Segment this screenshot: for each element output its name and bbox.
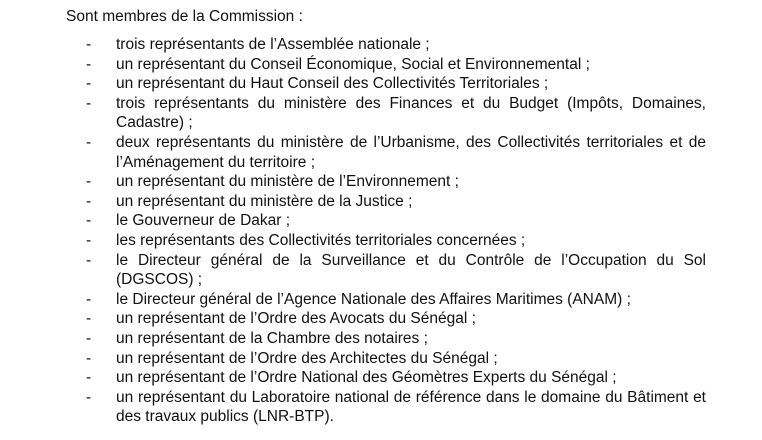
list-dash: -	[86, 55, 92, 73]
list-dash: -	[86, 231, 92, 249]
list-item	[86, 55, 706, 75]
list-item-text: un représentant du ministère de l’Environnement ;	[116, 173, 459, 191]
list-item-text: le Gouverneur de Dakar ;	[116, 212, 291, 230]
list-item	[86, 251, 706, 290]
list-item	[86, 309, 706, 329]
list-dash: -	[86, 94, 92, 112]
list-item-text: un représentant du Laboratoire national de référence dans le domaine du Bâtiment et des travaux publics (LNR-BTP).	[116, 388, 706, 426]
list-item	[86, 133, 706, 172]
list-item-text: le Directeur général de l’Agence Nationale des Affaires Maritimes (ANAM) ;	[116, 290, 631, 308]
list-item-text: un représentant de l’Ordre des Avocats du Sénégal ;	[116, 310, 476, 328]
list-dash: -	[86, 173, 92, 191]
list-dash: -	[86, 369, 92, 387]
list-item	[86, 290, 706, 310]
list-item	[86, 231, 706, 251]
list-dash: -	[86, 388, 92, 406]
list-item-text: le Directeur général de la Surveillance et du Contrôle de l’Occupation du Sol (DGSCOS) ;	[116, 251, 706, 289]
list-item	[86, 35, 706, 55]
list-item	[86, 172, 706, 192]
list-dash: -	[86, 36, 92, 53]
list-dash: -	[86, 212, 92, 230]
list-item-text: deux représentants du ministère de l’Urbanisme, des Collectivités territoriales et de l’Aménagement du territoire ;	[116, 133, 706, 171]
list-dash: -	[86, 251, 92, 269]
list-item	[86, 74, 706, 94]
list-dash: -	[86, 349, 92, 367]
list-item-text: trois représentants de l’Assemblée nationale ;	[116, 36, 430, 53]
commission-intro: Sont membres de la Commission :	[66, 8, 303, 25]
list-item-text: les représentants des Collectivités territoriales concernées ;	[116, 231, 526, 249]
list-item	[86, 368, 706, 388]
list-item-text: un représentant de l’Ordre National des Géomètres Experts du Sénégal ;	[116, 369, 617, 387]
list-item-text: un représentant de l’Ordre des Architectes du Sénégal ;	[116, 349, 498, 367]
list-item	[86, 192, 706, 212]
list-item	[86, 94, 706, 133]
members-list	[86, 35, 706, 427]
list-dash: -	[86, 290, 92, 308]
list-dash: -	[86, 310, 92, 328]
list-dash: -	[86, 75, 92, 93]
list-item-text: trois représentants du ministère des Finances et du Budget (Impôts, Domaines, Cadastre) ;	[116, 94, 706, 132]
list-dash: -	[86, 329, 92, 347]
list-dash: -	[86, 192, 92, 210]
list-item-text: un représentant de la Chambre des notaires ;	[116, 329, 428, 347]
list-dash: -	[86, 133, 92, 151]
list-item	[86, 349, 706, 369]
list-item-text: un représentant du Haut Conseil des Collectivités Territoriales ;	[116, 75, 549, 93]
list-item-text: un représentant du Conseil Économique, Social et Environnemental ;	[116, 55, 590, 73]
list-item-text: un représentant du ministère de la Justice ;	[116, 192, 413, 210]
list-item	[86, 211, 706, 231]
list-item	[86, 388, 706, 427]
list-item	[86, 329, 706, 349]
